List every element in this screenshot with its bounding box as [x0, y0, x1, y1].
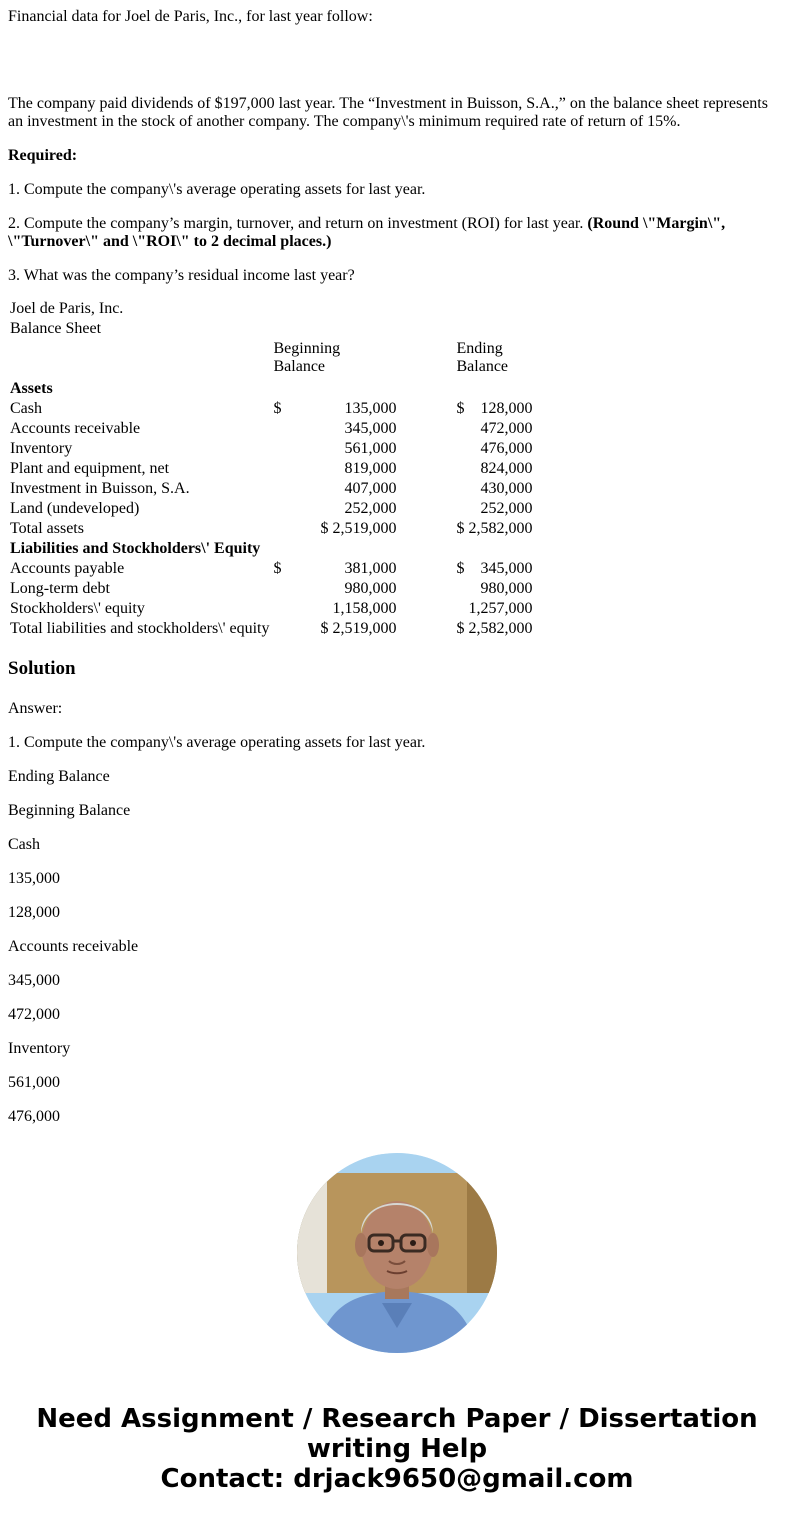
- col-header-beginning: Beginning Balance: [273, 340, 341, 375]
- solution-line: 345,000: [8, 972, 60, 989]
- solution-line: 1. Compute the company\'s average operating assets for last year.: [8, 734, 426, 751]
- solution-line: Ending Balance: [8, 768, 110, 785]
- banner-line: writing Help: [306, 1434, 488, 1464]
- table-row: Land (undeveloped) 252,000 252,000: [10, 500, 533, 517]
- table-row: Stockholders\' equity 1,158,000 1,257,000: [10, 600, 533, 617]
- sheet-title: Balance Sheet: [10, 320, 102, 337]
- balance-sheet-table: [8, 300, 535, 640]
- table-row: Plant and equipment, net 819,000 824,000: [10, 460, 533, 477]
- solution-heading: Solution: [8, 658, 76, 679]
- liabilities-heading: Liabilities and Stockholders\' Equity: [10, 540, 261, 557]
- col-header-ending: Ending Balance: [456, 340, 509, 375]
- banner-contact: Contact: drjack9650@gmail.com: [160, 1464, 634, 1494]
- required-label: Required:: [8, 147, 78, 164]
- solution-line: Accounts receivable: [8, 938, 139, 955]
- solution-line: 135,000: [8, 870, 60, 887]
- table-row: Total assets $ 2,519,000 $ 2,582,000: [10, 520, 533, 537]
- table-row: Cash $ 135,000 $ 128,000: [10, 400, 533, 417]
- solution-line: Cash: [8, 836, 40, 853]
- person-portrait-image: [297, 1153, 497, 1353]
- solution-line: 476,000: [8, 1108, 60, 1125]
- table-row: Accounts receivable 345,000 472,000: [10, 420, 533, 437]
- table-row: Long-term debt 980,000 980,000: [10, 580, 533, 597]
- solution-line: 128,000: [8, 904, 60, 921]
- table-row: Total liabilities and stockholders\' equity $ 2,519,000 $ 2,582,000: [10, 620, 533, 637]
- table-row: Inventory 561,000 476,000: [10, 440, 533, 457]
- contact-banner: [0, 1404, 794, 1494]
- question-3: 3. What was the company’s residual income last year?: [8, 267, 355, 284]
- question-1: 1. Compute the company\'s average operating assets for last year.: [8, 181, 426, 198]
- solution-line: Answer:: [8, 700, 63, 717]
- description-text: The company paid dividends of $197,000 last year. The “Investment in Buisson, S.A.,” on the balance sheet represents an investment in the stock of another company. The company\'s minimum required rate of return of 15%.: [8, 95, 768, 130]
- banner-line: Need Assignment / Research Paper / Dissertation: [36, 1404, 758, 1434]
- company-name: Joel de Paris, Inc.: [10, 300, 124, 317]
- table-row: Investment in Buisson, S.A. 407,000 430,000: [10, 480, 533, 497]
- assets-heading: Assets: [10, 380, 53, 397]
- table-row: Accounts payable $ 381,000 $ 345,000: [10, 560, 533, 577]
- avatar: [297, 1153, 497, 1353]
- solution-line: Inventory: [8, 1040, 71, 1057]
- solution-line: 472,000: [8, 1006, 60, 1023]
- intro-text: Financial data for Joel de Paris, Inc., for last year follow:: [8, 8, 373, 25]
- question-2: 2. Compute the company’s margin, turnover, and return on investment (ROI) for last year. (Round \"Margin\", \"Turnover\" and \"ROI\" to 2 decimal places.): [8, 215, 726, 250]
- solution-line: 561,000: [8, 1074, 60, 1091]
- solution-line: Beginning Balance: [8, 802, 131, 819]
